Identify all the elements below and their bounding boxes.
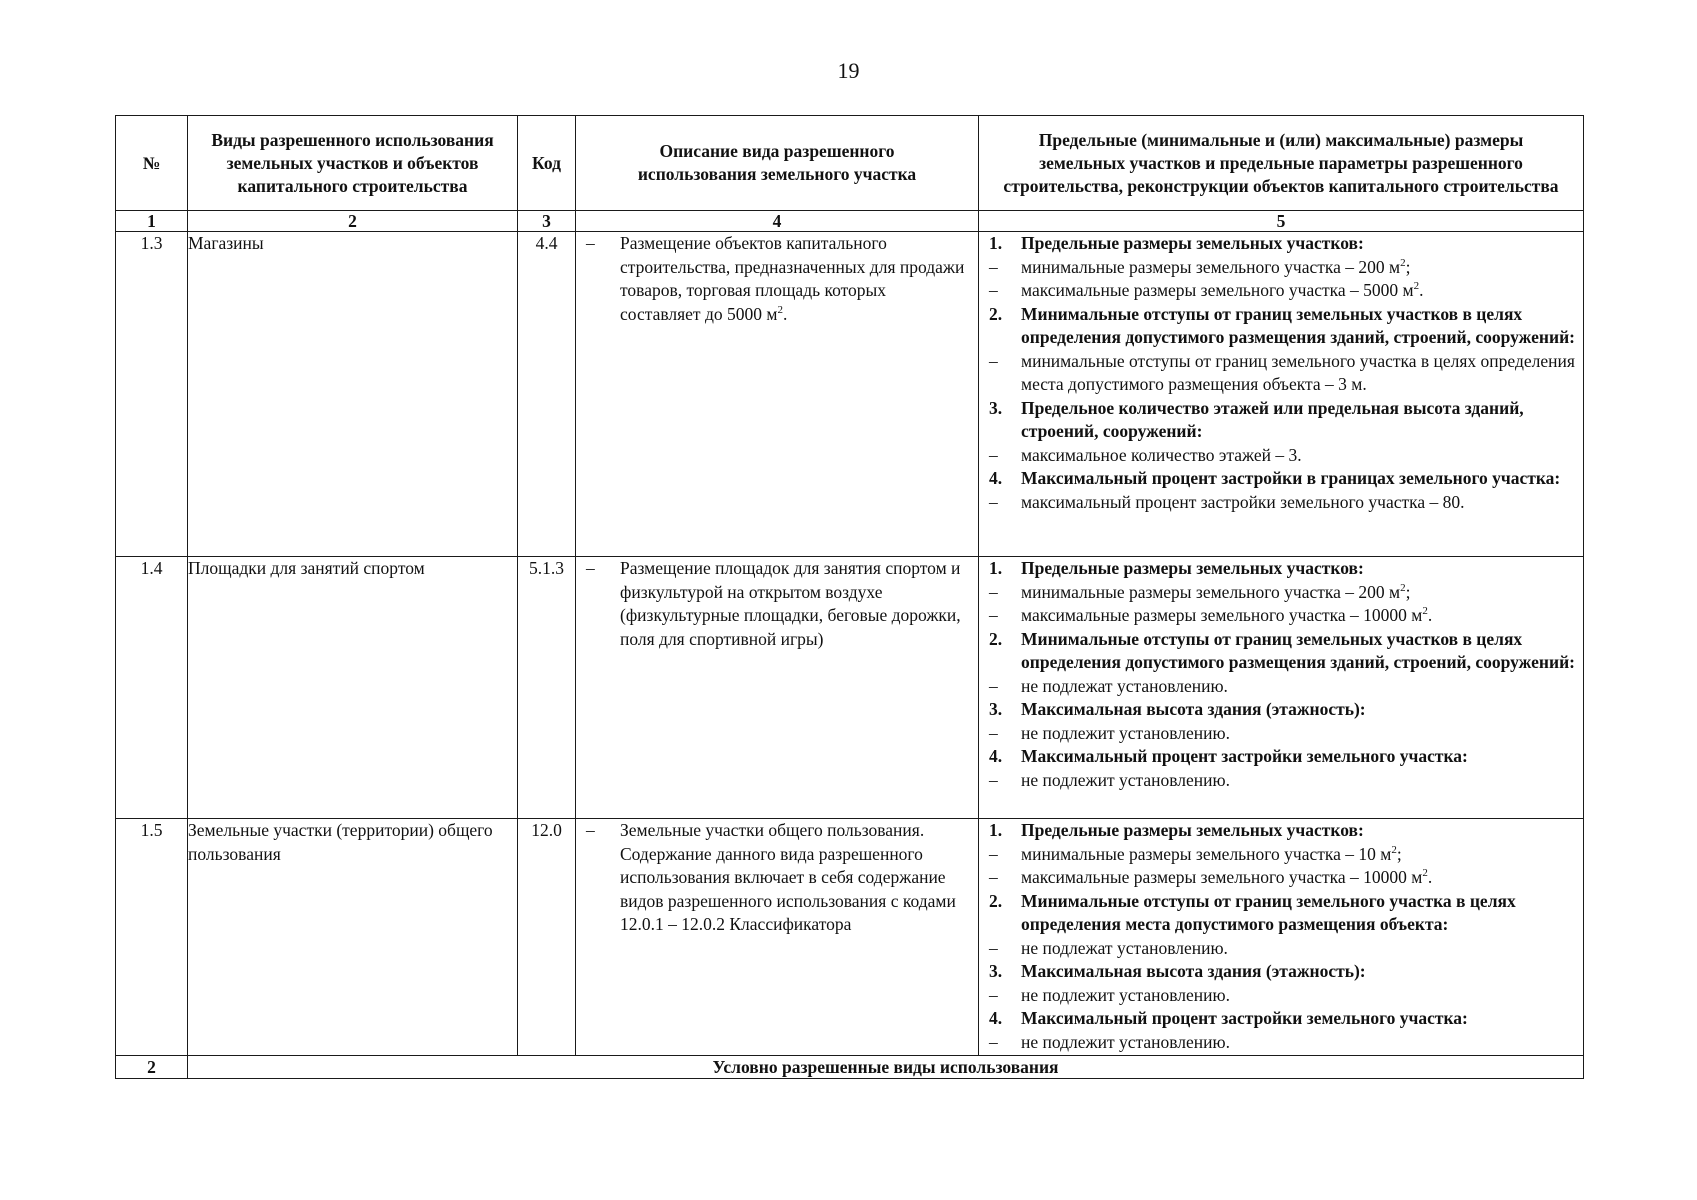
parameter-text-wrap	[1021, 350, 1577, 397]
parameter-text: Максимальный процент застройки в границах земельного участка:	[1021, 468, 1561, 488]
parameter-marker: –	[989, 675, 998, 696]
parameter-heading	[989, 232, 1577, 256]
header-row	[116, 116, 1584, 211]
parameter-text: Максимальный процент застройки земельного участка:	[1021, 746, 1468, 766]
row-description-cell	[576, 557, 979, 819]
row-number: 1.5	[116, 819, 188, 1056]
parameter-end: .	[1419, 280, 1424, 300]
superscript: 2	[1422, 867, 1428, 880]
parameter-end: ;	[1405, 256, 1411, 277]
description-dash: –	[586, 558, 595, 578]
parameter-text: Минимальные отступы от границ земельных участков в целях определения допустимого размещения зданий, строений, сооружений:	[1021, 628, 1575, 672]
parameter-marker: 4.	[989, 746, 1003, 766]
parameter-text: не подлежит установлению.	[1021, 722, 1230, 743]
parameter-text-wrap	[1021, 467, 1577, 491]
parameter-item	[989, 675, 1577, 699]
land-use-table	[115, 115, 1584, 1079]
parameter-text-wrap	[1021, 232, 1577, 256]
column-number: 3	[518, 211, 576, 232]
parameter-marker: –	[989, 1031, 998, 1052]
parameter-text: Минимальные отступы от границ земельного участка в целях определения места допустимого размещения объекта:	[1021, 890, 1516, 934]
parameter-marker: –	[989, 444, 998, 465]
parameter-marker: –	[989, 769, 998, 790]
description-text: Земельные участки общего пользования. Содержание данного вида разрешенного использования включает в себя содержание видов разрешенного использования с кодами 12.0.1 – 12.0.2 Классификатора	[620, 820, 956, 934]
parameter-item	[989, 1031, 1577, 1055]
parameter-text-wrap	[1021, 769, 1577, 793]
column-number-row	[116, 211, 1584, 232]
table-row	[116, 819, 1584, 1056]
row-use-type: Земельные участки (территории) общего пользования	[188, 819, 518, 1056]
column-number: 1	[116, 211, 188, 232]
section-number: 2	[116, 1056, 188, 1079]
parameter-end: ;	[1396, 843, 1402, 864]
parameter-marker: 4.	[989, 468, 1003, 488]
superscript: 2	[1413, 280, 1420, 293]
parameter-text: минимальные размеры земельного участка – 200 м	[1021, 256, 1401, 277]
parameter-marker: 1.	[989, 820, 1003, 840]
row-code: 12.0	[518, 819, 576, 1056]
section-row	[116, 1056, 1584, 1079]
parameter-marker: –	[989, 491, 998, 512]
parameter-end: .	[1427, 867, 1433, 887]
row-description-cell	[576, 232, 979, 557]
row-code: 4.4	[518, 232, 576, 557]
parameter-item	[989, 866, 1577, 890]
parameter-text: не подлежит установлению.	[1021, 769, 1230, 790]
description-text: Размещение площадок для занятия спортом и физкультурой на открытом воздухе (физкультурные площадки, беговые дорожки, поля для спортивной игры)	[620, 558, 961, 649]
parameter-item	[989, 937, 1577, 961]
parameter-text-wrap	[1021, 397, 1577, 444]
parameter-text: максимальный процент застройки земельного участка – 80.	[1021, 491, 1465, 512]
parameter-heading	[989, 698, 1577, 722]
parameter-marker: –	[989, 984, 998, 1005]
parameter-heading	[989, 557, 1577, 581]
parameter-text-wrap	[1021, 628, 1577, 675]
parameter-text-wrap	[1021, 937, 1577, 961]
table-row	[116, 557, 1584, 819]
parameter-heading	[989, 397, 1577, 444]
row-number: 1.3	[116, 232, 188, 557]
parameter-text-wrap	[1021, 491, 1577, 515]
parameter-text: не подлежит установлению.	[1021, 1031, 1230, 1052]
parameter-item	[989, 769, 1577, 793]
parameter-item	[989, 581, 1577, 605]
row-parameters-cell	[979, 557, 1584, 819]
parameter-text-wrap	[1021, 279, 1577, 303]
column-number: 5	[979, 211, 1584, 232]
parameter-text-wrap	[1021, 984, 1577, 1008]
parameter-item	[989, 279, 1577, 303]
superscript: 2	[1400, 256, 1406, 269]
parameter-marker: 2.	[989, 303, 1003, 324]
parameter-text-wrap	[1021, 256, 1577, 280]
parameter-end: .	[1427, 605, 1433, 625]
parameter-text-wrap	[1021, 960, 1577, 984]
parameter-heading	[989, 819, 1577, 843]
parameter-text: максимальные размеры земельного участка – 10000 м	[1021, 605, 1423, 625]
section-title: Условно разрешенные виды использования	[188, 1056, 1584, 1079]
column-number: 4	[576, 211, 979, 232]
description-dash: –	[586, 233, 595, 253]
parameter-text-wrap	[1021, 557, 1577, 581]
parameter-marker: –	[989, 256, 998, 277]
parameter-heading	[989, 303, 1577, 350]
parameter-text: не подлежат установлению.	[1021, 937, 1228, 958]
parameter-text: не подлежит установлению.	[1021, 984, 1230, 1005]
parameter-marker: –	[989, 350, 998, 371]
parameter-marker: –	[989, 867, 998, 887]
parameter-text: не подлежат установлению.	[1021, 675, 1228, 696]
description-text-wrap	[620, 232, 970, 326]
parameter-text-wrap	[1021, 819, 1577, 843]
table-row	[116, 232, 1584, 557]
parameter-marker: 2.	[989, 628, 1003, 649]
parameter-marker: 2.	[989, 890, 1003, 911]
parameter-heading	[989, 1007, 1577, 1031]
parameter-heading	[989, 745, 1577, 769]
parameter-text-wrap	[1021, 1007, 1577, 1031]
parameter-text: минимальные размеры земельного участка – 10 м	[1021, 843, 1392, 864]
header-parameters: Предельные (минимальные и (или) максимальные) размеры земельных участков и предельные параметры разрешенного строительства, реконструкции объектов капитального строительства	[979, 116, 1584, 211]
parameter-text-wrap	[1021, 675, 1577, 699]
parameter-item	[989, 444, 1577, 468]
parameter-text-wrap	[1021, 1031, 1577, 1055]
parameter-text-wrap	[1021, 444, 1577, 468]
parameter-marker: 3.	[989, 397, 1003, 418]
parameter-marker: 3.	[989, 699, 1003, 719]
parameter-text-wrap	[1021, 843, 1577, 867]
parameter-heading	[989, 467, 1577, 491]
parameter-text: Максимальная высота здания (этажность):	[1021, 699, 1366, 719]
parameter-marker: –	[989, 722, 998, 743]
parameter-marker: –	[989, 280, 998, 300]
parameter-marker: 1.	[989, 558, 1003, 578]
superscript: 2	[1400, 581, 1406, 594]
parameter-text-wrap	[1021, 745, 1577, 769]
parameter-text-wrap	[1021, 698, 1577, 722]
parameter-heading	[989, 628, 1577, 675]
parameter-item	[989, 256, 1577, 280]
column-number: 2	[188, 211, 518, 232]
parameter-marker: –	[989, 581, 998, 602]
parameter-text: минимальные размеры земельного участка – 200 м	[1021, 581, 1401, 602]
parameter-text-wrap	[1021, 890, 1577, 937]
parameter-marker: –	[989, 843, 998, 864]
row-use-type: Магазины	[188, 232, 518, 557]
parameter-heading	[989, 960, 1577, 984]
header-code: Код	[518, 116, 576, 211]
parameter-heading	[989, 890, 1577, 937]
parameter-text: максимальное количество этажей – 3.	[1021, 444, 1302, 465]
page-number: 19	[837, 58, 860, 83]
parameter-item	[989, 984, 1577, 1008]
superscript: 2	[1391, 843, 1397, 856]
row-use-type: Площадки для занятий спортом	[188, 557, 518, 819]
parameter-text: Максимальный процент застройки земельного участка:	[1021, 1008, 1468, 1028]
header-number: №	[116, 116, 188, 211]
parameter-marker: 4.	[989, 1008, 1003, 1028]
parameter-item	[989, 491, 1577, 515]
row-description-cell	[576, 819, 979, 1056]
parameter-text-wrap	[1021, 604, 1577, 628]
parameter-marker: 1.	[989, 233, 1003, 253]
description-text: Размещение объектов капитального строительства, предназначенных для продажи товаров, торговая площадь которых составляет до 5000 м	[620, 233, 965, 324]
parameter-item	[989, 722, 1577, 746]
parameter-text: Предельное количество этажей или предельная высота зданий, строений, сооружений:	[1021, 397, 1524, 441]
parameter-text: минимальные отступы от границ земельного участка в целях определения места допустимого размещения объекта – 3 м.	[1021, 350, 1575, 394]
parameter-text: максимальные размеры земельного участка – 5000 м	[1021, 280, 1414, 300]
description-dash: –	[586, 820, 595, 840]
parameter-end: ;	[1405, 581, 1411, 602]
parameter-text: максимальные размеры земельного участка – 10000 м	[1021, 867, 1423, 887]
header-use-type: Виды разрешенного использования земельных участков и объектов капитального строительства	[188, 116, 518, 211]
row-number: 1.4	[116, 557, 188, 819]
superscript: 2	[1422, 605, 1428, 618]
header-description: Описание вида разрешенного использования земельного участка	[576, 116, 979, 211]
parameter-text: Предельные размеры земельных участков:	[1021, 820, 1364, 840]
parameter-text: Максимальная высота здания (этажность):	[1021, 961, 1366, 981]
parameter-text: Минимальные отступы от границ земельных участков в целях определения допустимого размещения зданий, строений, сооружений:	[1021, 303, 1575, 347]
row-parameters-cell	[979, 232, 1584, 557]
parameter-marker: –	[989, 605, 998, 625]
description-end: .	[782, 303, 788, 324]
description-text-wrap	[620, 557, 970, 651]
row-parameters-cell	[979, 819, 1584, 1056]
parameter-text-wrap	[1021, 581, 1577, 605]
parameter-text: Предельные размеры земельных участков:	[1021, 558, 1364, 578]
parameter-item	[989, 350, 1577, 397]
superscript: 2	[777, 303, 783, 316]
parameter-text-wrap	[1021, 303, 1577, 350]
row-code: 5.1.3	[518, 557, 576, 819]
parameter-text: Предельные размеры земельных участков:	[1021, 233, 1364, 253]
parameter-marker: –	[989, 937, 998, 958]
description-text-wrap	[620, 819, 970, 937]
parameter-text-wrap	[1021, 722, 1577, 746]
parameter-item	[989, 604, 1577, 628]
parameter-item	[989, 843, 1577, 867]
parameter-text-wrap	[1021, 866, 1577, 890]
parameter-marker: 3.	[989, 961, 1003, 981]
